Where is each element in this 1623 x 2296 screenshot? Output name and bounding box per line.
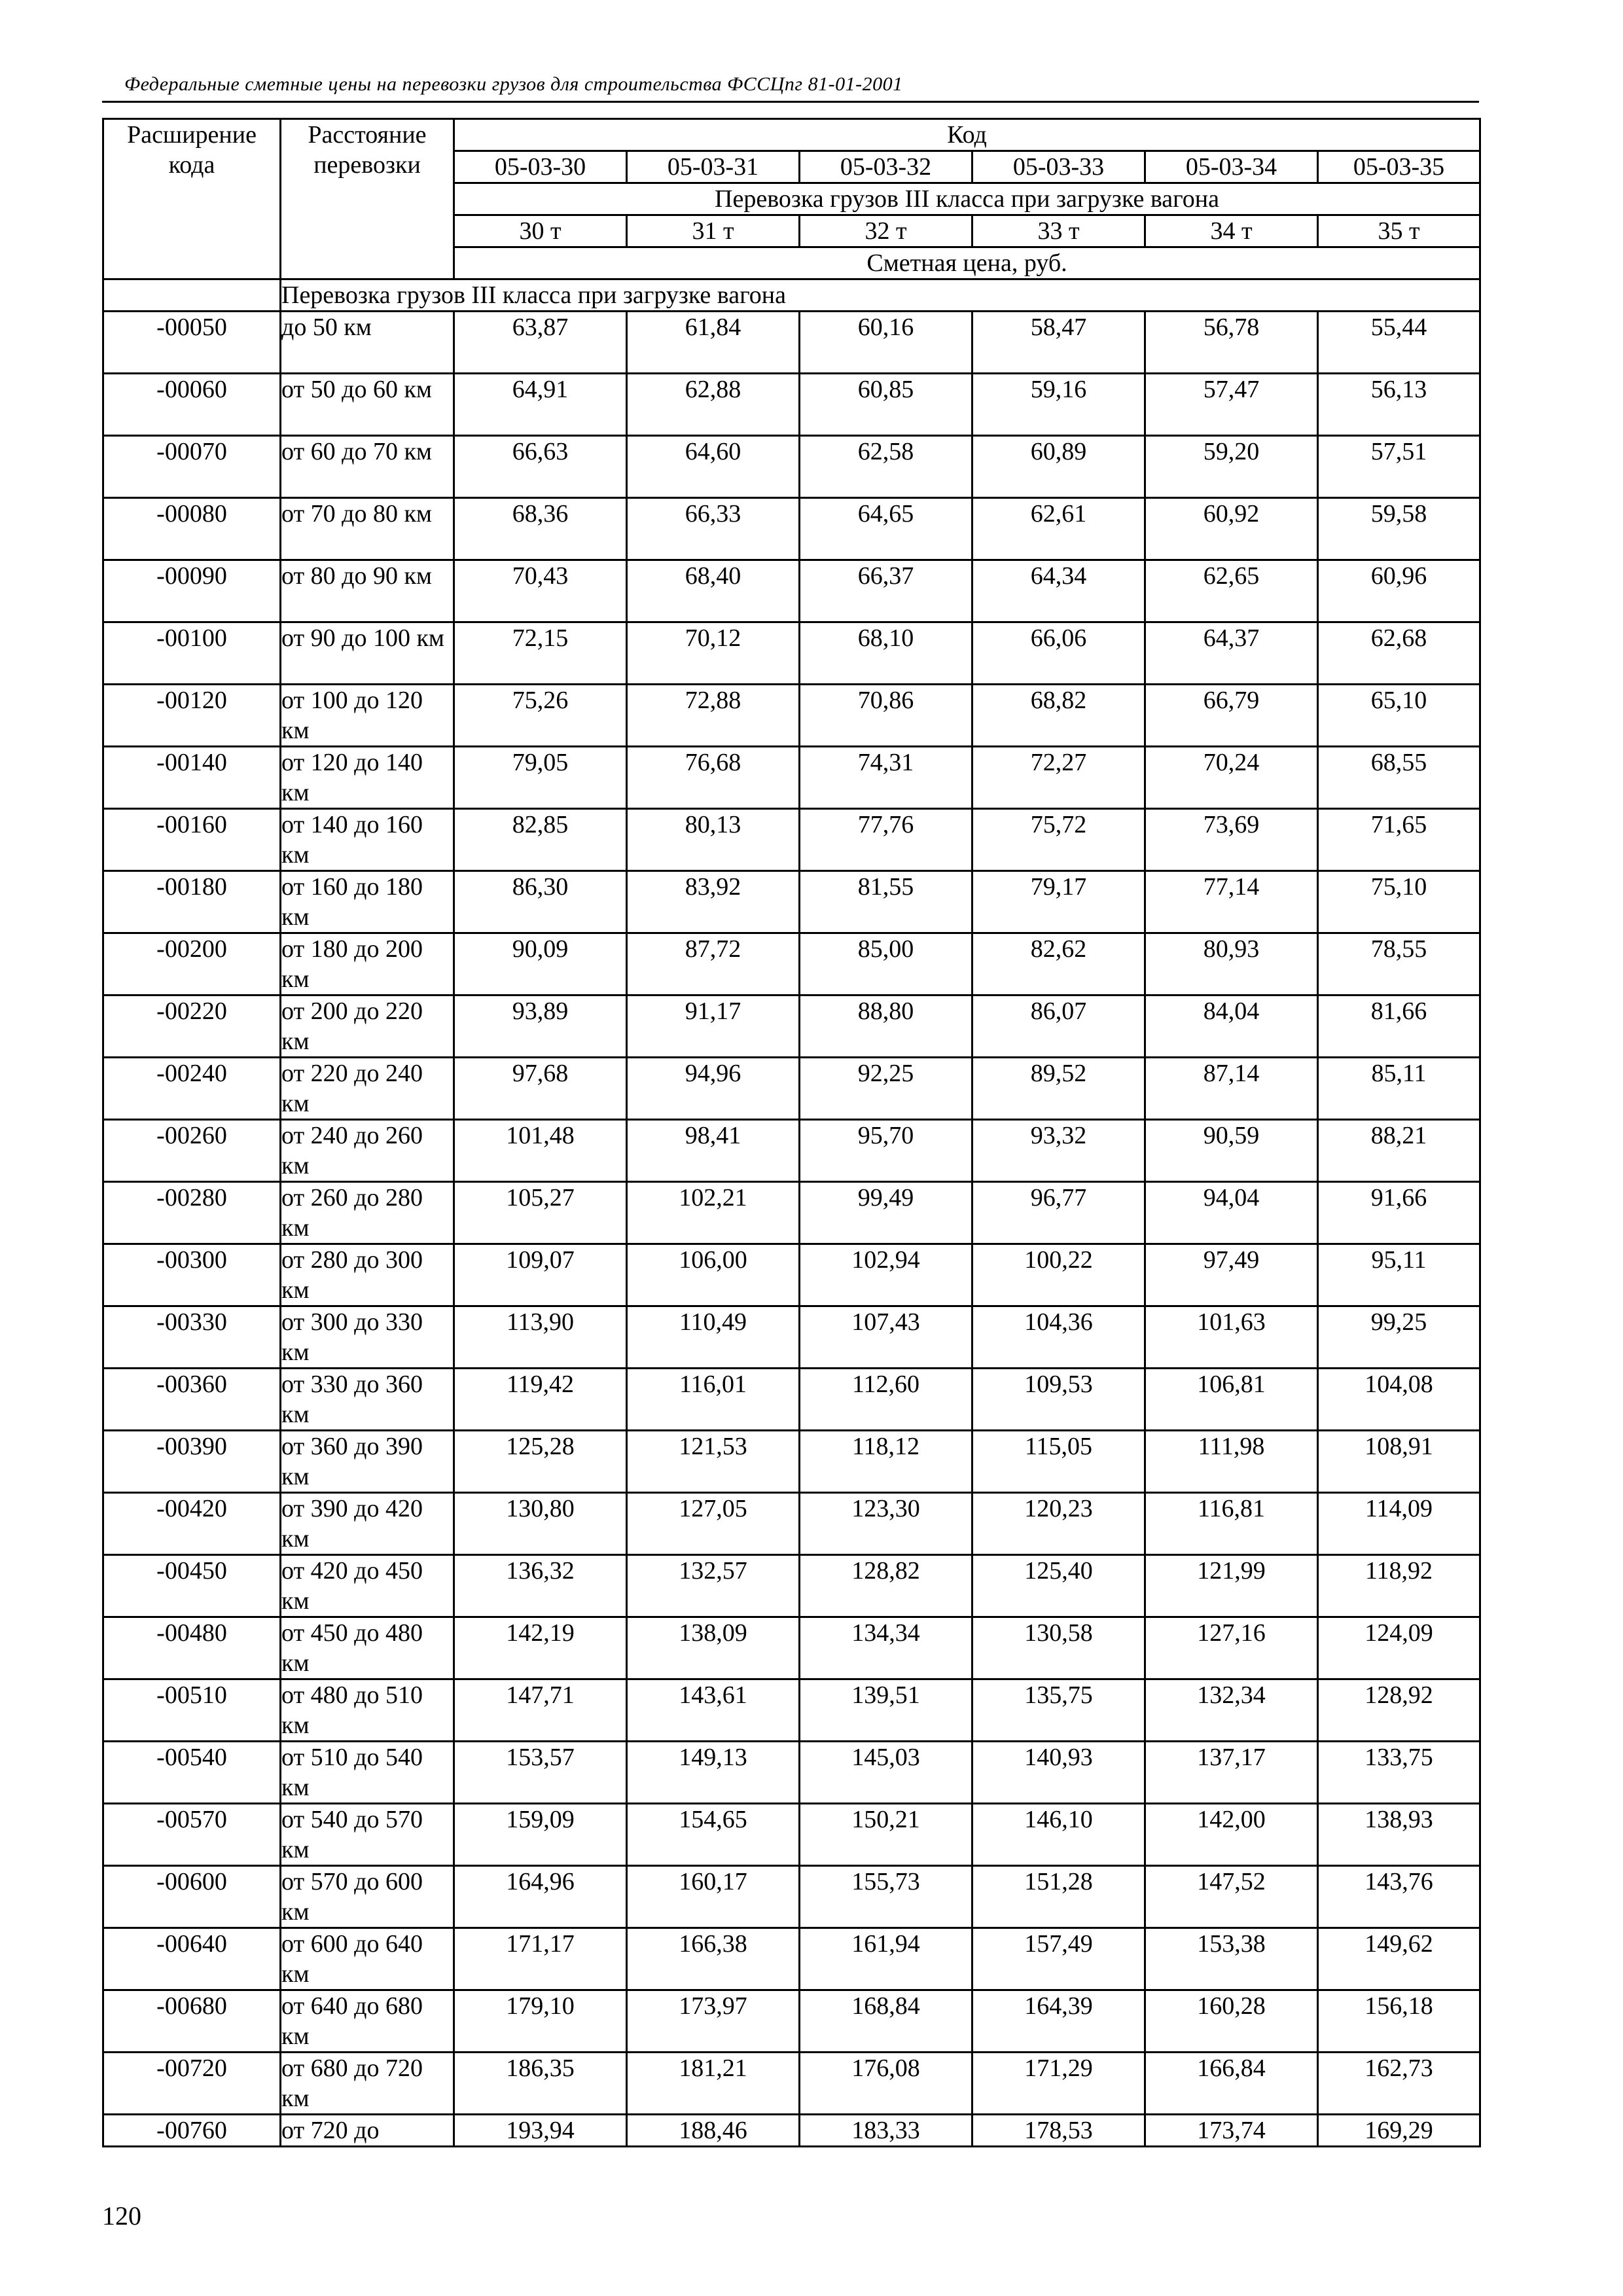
- row-price: 85,00: [800, 933, 972, 996]
- row-price: 137,17: [1145, 1742, 1318, 1804]
- table-row: [103, 1120, 1480, 1182]
- row-price: 99,25: [1318, 1306, 1480, 1369]
- row-code: -00640: [103, 1928, 281, 1990]
- table-row: [103, 1742, 1480, 1804]
- row-price: 60,89: [972, 436, 1145, 498]
- row-code: -00360: [103, 1369, 281, 1431]
- row-code: -00080: [103, 498, 281, 560]
- row-price: 62,65: [1145, 560, 1318, 622]
- row-price: 169,29: [1318, 2115, 1480, 2147]
- table-row: [103, 1369, 1480, 1431]
- row-price: 121,99: [1145, 1555, 1318, 1617]
- row-distance: от 540 до 570 км: [281, 1804, 454, 1866]
- row-price: 88,80: [800, 996, 972, 1058]
- row-price: 64,34: [972, 560, 1145, 622]
- row-price: 70,86: [800, 685, 972, 747]
- row-price: 66,37: [800, 560, 972, 622]
- row-price: 82,62: [972, 933, 1145, 996]
- row-distance: от 260 до 280 км: [281, 1182, 454, 1244]
- table-row: [103, 1493, 1480, 1555]
- row-price: 68,55: [1318, 747, 1480, 809]
- row-price: 138,09: [627, 1617, 800, 1679]
- row-distance: от 360 до 390 км: [281, 1431, 454, 1493]
- section-row: [103, 279, 1480, 312]
- row-code: -00140: [103, 747, 281, 809]
- row-price: 178,53: [972, 2115, 1145, 2147]
- row-price: 107,43: [800, 1306, 972, 1369]
- table-row: [103, 747, 1480, 809]
- row-price: 132,57: [627, 1555, 800, 1617]
- header-price-caption: Сметная цена, руб.: [454, 247, 1480, 279]
- row-price: 91,17: [627, 996, 800, 1058]
- row-price: 64,60: [627, 436, 800, 498]
- row-distance: от 140 до 160 км: [281, 809, 454, 871]
- row-distance: от 480 до 510 км: [281, 1679, 454, 1742]
- row-price: 136,32: [454, 1555, 627, 1617]
- row-code: -00260: [103, 1120, 281, 1182]
- row-price: 173,74: [1145, 2115, 1318, 2147]
- row-price: 181,21: [627, 2053, 800, 2115]
- row-price: 55,44: [1318, 312, 1480, 374]
- row-code: -00050: [103, 312, 281, 374]
- row-price: 104,36: [972, 1306, 1145, 1369]
- row-price: 62,68: [1318, 622, 1480, 685]
- row-price: 121,53: [627, 1431, 800, 1493]
- table-row: [103, 1990, 1480, 2053]
- header-tonnage: 31 т: [627, 215, 800, 247]
- running-header: Федеральные сметные цены на перевозки грузов для строительства ФССЦпг 81-01-2001: [124, 73, 903, 95]
- row-price: 57,51: [1318, 436, 1480, 498]
- row-code: -00760: [103, 2115, 281, 2147]
- row-price: 81,66: [1318, 996, 1480, 1058]
- row-code: -00280: [103, 1182, 281, 1244]
- row-code: -00100: [103, 622, 281, 685]
- row-price: 166,84: [1145, 2053, 1318, 2115]
- row-code: -00120: [103, 685, 281, 747]
- row-price: 160,28: [1145, 1990, 1318, 2053]
- row-price: 151,28: [972, 1866, 1145, 1928]
- row-price: 80,13: [627, 809, 800, 871]
- row-price: 110,49: [627, 1306, 800, 1369]
- page-number: 120: [102, 2201, 141, 2231]
- table-row: [103, 1431, 1480, 1493]
- row-price: 93,89: [454, 996, 627, 1058]
- row-price: 72,15: [454, 622, 627, 685]
- row-price: 90,59: [1145, 1120, 1318, 1182]
- row-price: 149,62: [1318, 1928, 1480, 1990]
- row-distance: от 390 до 420 км: [281, 1493, 454, 1555]
- table-row: [103, 1058, 1480, 1120]
- row-distance: от 180 до 200 км: [281, 933, 454, 996]
- row-price: 75,26: [454, 685, 627, 747]
- row-price: 120,23: [972, 1493, 1145, 1555]
- row-price: 100,22: [972, 1244, 1145, 1306]
- row-price: 62,58: [800, 436, 972, 498]
- row-price: 93,32: [972, 1120, 1145, 1182]
- header-tonnage: 34 т: [1145, 215, 1318, 247]
- row-code: -00180: [103, 871, 281, 933]
- header-code-title: Код: [454, 119, 1480, 151]
- row-price: 133,75: [1318, 1742, 1480, 1804]
- row-price: 79,17: [972, 871, 1145, 933]
- row-code: -00220: [103, 996, 281, 1058]
- row-price: 132,34: [1145, 1679, 1318, 1742]
- row-code: -00600: [103, 1866, 281, 1928]
- row-price: 114,09: [1318, 1493, 1480, 1555]
- row-price: 145,03: [800, 1742, 972, 1804]
- row-code: -00570: [103, 1804, 281, 1866]
- table-row: [103, 809, 1480, 871]
- row-distance: от 640 до 680 км: [281, 1990, 454, 2053]
- row-price: 83,92: [627, 871, 800, 933]
- row-price: 164,96: [454, 1866, 627, 1928]
- header-group-caption: Перевозка грузов III класса при загрузке вагона: [454, 183, 1480, 215]
- table-row: [103, 2115, 1480, 2147]
- row-price: 147,52: [1145, 1866, 1318, 1928]
- row-price: 119,42: [454, 1369, 627, 1431]
- row-price: 115,05: [972, 1431, 1145, 1493]
- row-price: 179,10: [454, 1990, 627, 2053]
- row-price: 56,13: [1318, 374, 1480, 436]
- row-price: 60,16: [800, 312, 972, 374]
- row-price: 101,63: [1145, 1306, 1318, 1369]
- header-distance: Расстояние перевозки: [281, 119, 454, 279]
- row-distance: от 240 до 260 км: [281, 1120, 454, 1182]
- row-price: 75,72: [972, 809, 1145, 871]
- row-price: 102,94: [800, 1244, 972, 1306]
- row-code: -00540: [103, 1742, 281, 1804]
- row-price: 166,38: [627, 1928, 800, 1990]
- row-distance: от 600 до 640 км: [281, 1928, 454, 1990]
- row-code: -00420: [103, 1493, 281, 1555]
- row-price: 130,58: [972, 1617, 1145, 1679]
- row-price: 59,20: [1145, 436, 1318, 498]
- row-price: 89,52: [972, 1058, 1145, 1120]
- row-code: -00680: [103, 1990, 281, 2053]
- header-tonnage: 35 т: [1318, 215, 1480, 247]
- row-price: 70,12: [627, 622, 800, 685]
- row-distance: от 510 до 540 км: [281, 1742, 454, 1804]
- row-price: 91,66: [1318, 1182, 1480, 1244]
- table-row: [103, 1555, 1480, 1617]
- row-distance: от 100 до 120 км: [281, 685, 454, 747]
- row-price: 78,55: [1318, 933, 1480, 996]
- price-table: [102, 118, 1481, 2147]
- row-price: 138,93: [1318, 1804, 1480, 1866]
- row-price: 81,55: [800, 871, 972, 933]
- header-code: 05-03-30: [454, 151, 627, 183]
- row-price: 71,65: [1318, 809, 1480, 871]
- table-row: [103, 1182, 1480, 1244]
- table-row: [103, 498, 1480, 560]
- row-price: 85,11: [1318, 1058, 1480, 1120]
- row-price: 94,96: [627, 1058, 800, 1120]
- row-code: -00060: [103, 374, 281, 436]
- row-price: 123,30: [800, 1493, 972, 1555]
- row-price: 74,31: [800, 747, 972, 809]
- table-row: [103, 1306, 1480, 1369]
- row-price: 70,43: [454, 560, 627, 622]
- row-price: 80,93: [1145, 933, 1318, 996]
- row-price: 150,21: [800, 1804, 972, 1866]
- row-price: 97,49: [1145, 1244, 1318, 1306]
- row-distance: от 90 до 100 км: [281, 622, 454, 685]
- header-tonnage: 33 т: [972, 215, 1145, 247]
- row-price: 90,09: [454, 933, 627, 996]
- row-distance: от 60 до 70 км: [281, 436, 454, 498]
- table-row: [103, 1804, 1480, 1866]
- row-code: -00390: [103, 1431, 281, 1493]
- row-code: -00160: [103, 809, 281, 871]
- row-price: 68,82: [972, 685, 1145, 747]
- row-price: 72,88: [627, 685, 800, 747]
- row-code: -00300: [103, 1244, 281, 1306]
- table-header: [103, 119, 1480, 279]
- row-price: 105,27: [454, 1182, 627, 1244]
- row-price: 77,76: [800, 809, 972, 871]
- row-price: 173,97: [627, 1990, 800, 2053]
- row-price: 160,17: [627, 1866, 800, 1928]
- table-row: [103, 2053, 1480, 2115]
- row-price: 66,79: [1145, 685, 1318, 747]
- row-price: 162,73: [1318, 2053, 1480, 2115]
- row-price: 146,10: [972, 1804, 1145, 1866]
- row-price: 156,18: [1318, 1990, 1480, 2053]
- row-price: 157,49: [972, 1928, 1145, 1990]
- table-row: [103, 312, 1480, 374]
- row-price: 59,58: [1318, 498, 1480, 560]
- row-price: 63,87: [454, 312, 627, 374]
- row-code: -00720: [103, 2053, 281, 2115]
- row-price: 159,09: [454, 1804, 627, 1866]
- row-price: 60,85: [800, 374, 972, 436]
- row-price: 168,84: [800, 1990, 972, 2053]
- row-price: 116,01: [627, 1369, 800, 1431]
- row-price: 155,73: [800, 1866, 972, 1928]
- header-code: 05-03-33: [972, 151, 1145, 183]
- row-price: 95,11: [1318, 1244, 1480, 1306]
- row-price: 79,05: [454, 747, 627, 809]
- row-price: 60,92: [1145, 498, 1318, 560]
- row-price: 112,60: [800, 1369, 972, 1431]
- row-distance: от 450 до 480 км: [281, 1617, 454, 1679]
- row-price: 96,77: [972, 1182, 1145, 1244]
- row-price: 109,07: [454, 1244, 627, 1306]
- row-price: 57,47: [1145, 374, 1318, 436]
- row-price: 59,16: [972, 374, 1145, 436]
- row-price: 62,61: [972, 498, 1145, 560]
- row-distance: от 50 до 60 км: [281, 374, 454, 436]
- row-distance: от 570 до 600 км: [281, 1866, 454, 1928]
- table-row: [103, 622, 1480, 685]
- row-price: 94,04: [1145, 1182, 1318, 1244]
- row-price: 109,53: [972, 1369, 1145, 1431]
- row-price: 86,30: [454, 871, 627, 933]
- row-distance: от 120 до 140 км: [281, 747, 454, 809]
- header-code: 05-03-32: [800, 151, 972, 183]
- row-price: 171,17: [454, 1928, 627, 1990]
- row-price: 188,46: [627, 2115, 800, 2147]
- row-price: 66,63: [454, 436, 627, 498]
- section-empty-cell: [103, 279, 281, 312]
- row-price: 58,47: [972, 312, 1145, 374]
- table-row: [103, 1244, 1480, 1306]
- row-price: 186,35: [454, 2053, 627, 2115]
- row-price: 72,27: [972, 747, 1145, 809]
- table-row: [103, 871, 1480, 933]
- row-price: 130,80: [454, 1493, 627, 1555]
- row-code: -00330: [103, 1306, 281, 1369]
- header-code-extension: Расширение кода: [103, 119, 281, 279]
- row-code: -00090: [103, 560, 281, 622]
- row-price: 108,91: [1318, 1431, 1480, 1493]
- row-price: 135,75: [972, 1679, 1145, 1742]
- row-distance: от 420 до 450 км: [281, 1555, 454, 1617]
- row-price: 193,94: [454, 2115, 627, 2147]
- row-price: 87,72: [627, 933, 800, 996]
- row-price: 139,51: [800, 1679, 972, 1742]
- table-row: [103, 560, 1480, 622]
- row-price: 62,88: [627, 374, 800, 436]
- row-price: 99,49: [800, 1182, 972, 1244]
- row-price: 98,41: [627, 1120, 800, 1182]
- row-price: 106,81: [1145, 1369, 1318, 1431]
- table-row: [103, 436, 1480, 498]
- row-price: 116,81: [1145, 1493, 1318, 1555]
- row-price: 60,96: [1318, 560, 1480, 622]
- row-price: 142,19: [454, 1617, 627, 1679]
- table-row: [103, 933, 1480, 996]
- row-price: 64,37: [1145, 622, 1318, 685]
- table-row: [103, 685, 1480, 747]
- row-price: 92,25: [800, 1058, 972, 1120]
- header-tonnage: 30 т: [454, 215, 627, 247]
- header-rule: [102, 101, 1479, 103]
- header-tonnage: 32 т: [800, 215, 972, 247]
- row-code: -00450: [103, 1555, 281, 1617]
- row-price: 86,07: [972, 996, 1145, 1058]
- row-code: -00200: [103, 933, 281, 996]
- row-distance: от 200 до 220 км: [281, 996, 454, 1058]
- row-distance: от 720 до: [281, 2115, 454, 2147]
- row-price: 134,34: [800, 1617, 972, 1679]
- row-price: 153,57: [454, 1742, 627, 1804]
- row-price: 106,00: [627, 1244, 800, 1306]
- section-title: Перевозка грузов III класса при загрузке вагона: [281, 279, 1480, 312]
- row-code: -00480: [103, 1617, 281, 1679]
- row-price: 68,10: [800, 622, 972, 685]
- row-price: 97,68: [454, 1058, 627, 1120]
- row-price: 143,61: [627, 1679, 800, 1742]
- row-price: 154,65: [627, 1804, 800, 1866]
- row-price: 140,93: [972, 1742, 1145, 1804]
- row-distance: от 680 до 720 км: [281, 2053, 454, 2115]
- row-code: -00510: [103, 1679, 281, 1742]
- row-price: 104,08: [1318, 1369, 1480, 1431]
- header-code: 05-03-35: [1318, 151, 1480, 183]
- row-price: 147,71: [454, 1679, 627, 1742]
- row-distance: от 330 до 360 км: [281, 1369, 454, 1431]
- table-row: [103, 1866, 1480, 1928]
- row-price: 101,48: [454, 1120, 627, 1182]
- row-price: 75,10: [1318, 871, 1480, 933]
- table-row: [103, 1928, 1480, 1990]
- row-price: 95,70: [800, 1120, 972, 1182]
- row-price: 73,69: [1145, 809, 1318, 871]
- row-price: 118,92: [1318, 1555, 1480, 1617]
- row-price: 125,40: [972, 1555, 1145, 1617]
- row-distance: от 280 до 300 км: [281, 1244, 454, 1306]
- row-distance: от 220 до 240 км: [281, 1058, 454, 1120]
- row-price: 176,08: [800, 2053, 972, 2115]
- row-price: 64,65: [800, 498, 972, 560]
- row-distance: от 70 до 80 км: [281, 498, 454, 560]
- row-price: 124,09: [1318, 1617, 1480, 1679]
- row-price: 77,14: [1145, 871, 1318, 933]
- row-code: -00240: [103, 1058, 281, 1120]
- row-price: 118,12: [800, 1431, 972, 1493]
- row-price: 102,21: [627, 1182, 800, 1244]
- row-price: 66,06: [972, 622, 1145, 685]
- row-code: -00070: [103, 436, 281, 498]
- row-price: 142,00: [1145, 1804, 1318, 1866]
- row-price: 70,24: [1145, 747, 1318, 809]
- table-body: [103, 279, 1480, 2147]
- row-price: 164,39: [972, 1990, 1145, 2053]
- table-row: [103, 1617, 1480, 1679]
- row-price: 68,36: [454, 498, 627, 560]
- row-price: 127,05: [627, 1493, 800, 1555]
- table-row: [103, 1679, 1480, 1742]
- header-code: 05-03-31: [627, 151, 800, 183]
- row-distance: от 300 до 330 км: [281, 1306, 454, 1369]
- row-price: 76,68: [627, 747, 800, 809]
- row-price: 87,14: [1145, 1058, 1318, 1120]
- header-code: 05-03-34: [1145, 151, 1318, 183]
- row-price: 84,04: [1145, 996, 1318, 1058]
- row-price: 143,76: [1318, 1866, 1480, 1928]
- row-price: 127,16: [1145, 1617, 1318, 1679]
- row-price: 161,94: [800, 1928, 972, 1990]
- row-price: 82,85: [454, 809, 627, 871]
- row-price: 153,38: [1145, 1928, 1318, 1990]
- row-price: 125,28: [454, 1431, 627, 1493]
- row-price: 111,98: [1145, 1431, 1318, 1493]
- row-price: 64,91: [454, 374, 627, 436]
- row-price: 56,78: [1145, 312, 1318, 374]
- row-price: 88,21: [1318, 1120, 1480, 1182]
- row-price: 171,29: [972, 2053, 1145, 2115]
- row-distance: от 80 до 90 км: [281, 560, 454, 622]
- table-row: [103, 374, 1480, 436]
- row-price: 183,33: [800, 2115, 972, 2147]
- row-price: 128,82: [800, 1555, 972, 1617]
- row-price: 113,90: [454, 1306, 627, 1369]
- row-price: 149,13: [627, 1742, 800, 1804]
- row-distance: от 160 до 180 км: [281, 871, 454, 933]
- row-price: 61,84: [627, 312, 800, 374]
- row-distance: до 50 км: [281, 312, 454, 374]
- row-price: 66,33: [627, 498, 800, 560]
- row-price: 65,10: [1318, 685, 1480, 747]
- row-price: 128,92: [1318, 1679, 1480, 1742]
- table-row: [103, 996, 1480, 1058]
- row-price: 68,40: [627, 560, 800, 622]
